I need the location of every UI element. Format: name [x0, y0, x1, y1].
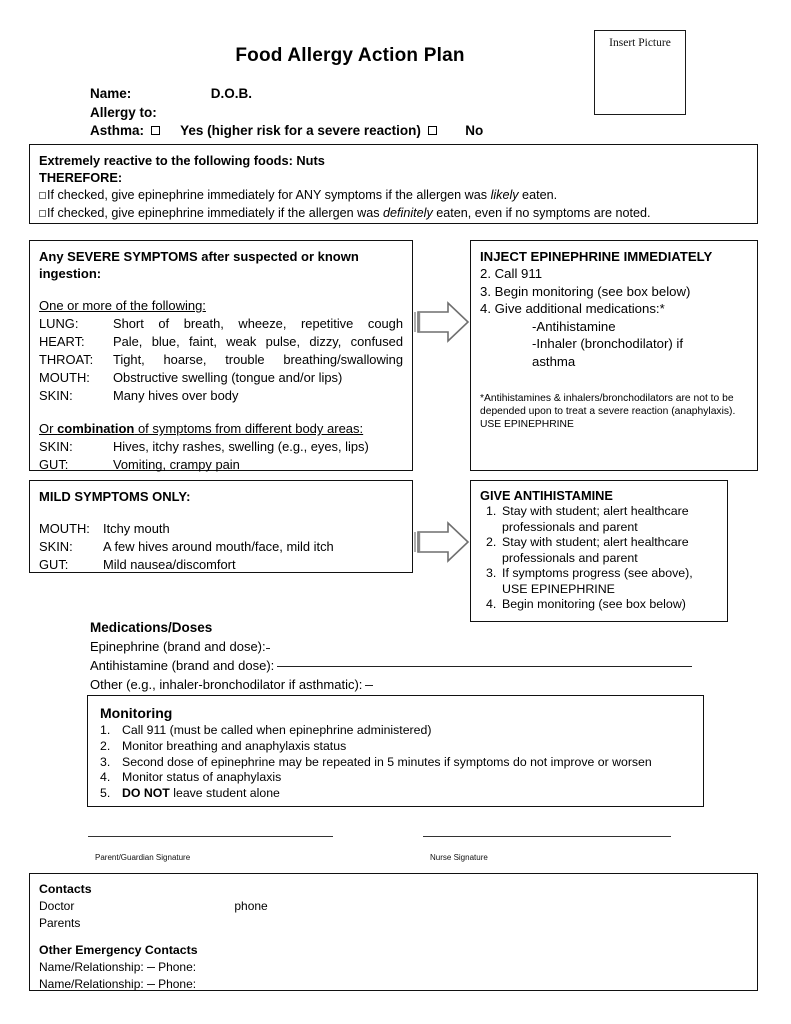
- emergency-contact-row-1: [39, 959, 748, 976]
- table-row: [39, 438, 403, 456]
- epinephrine-fill-rule[interactable]: [266, 648, 270, 649]
- emergency-name-label: Name/Relationship:: [39, 976, 144, 991]
- step-number: 2.: [486, 535, 497, 549]
- parent-signature-line[interactable]: [88, 836, 333, 837]
- symptom-text: Short of breath, wheeze, repetitive cough: [113, 316, 403, 331]
- mild-symptom-table: [39, 520, 403, 574]
- list-item: [97, 786, 694, 802]
- inject-epinephrine-title: INJECT EPINEPHRINE IMMEDIATELY: [480, 249, 713, 264]
- asthma-no-label: No: [465, 123, 484, 138]
- inject-epinephrine-box: [470, 240, 758, 471]
- step-number: 3.: [486, 566, 497, 580]
- table-row: [39, 538, 403, 556]
- extremely-reactive-box: [29, 144, 758, 224]
- severe-symptoms-box: [29, 240, 413, 471]
- arrow-severe-to-epinephrine: [412, 299, 474, 345]
- spacer: [39, 405, 403, 420]
- step-text: Call 911 (must be called when epinephrine administered): [122, 723, 432, 737]
- table-row: [39, 315, 403, 333]
- monitoring-step-rows: [97, 723, 694, 802]
- table-row: [39, 556, 403, 574]
- reactive-checkbox-line-2: [39, 204, 748, 222]
- inject-sub-item: -Inhaler (bronchodilator) if: [532, 336, 683, 351]
- reactive-checkbox-line-1: [39, 186, 748, 204]
- other-emergency-contacts-heading: Other Emergency Contacts: [39, 943, 198, 957]
- symptom-text: Tight, hoarse, trouble breathing/swallowing: [113, 352, 403, 367]
- combo-text: Vomiting, crampy pain: [113, 457, 240, 472]
- combo-text: Hives, itchy rashes, swelling (e.g., eyes, lips): [113, 439, 369, 454]
- step-number: 5.: [100, 786, 111, 801]
- emergency-phone-label: Phone:: [158, 960, 197, 974]
- combo-emphasis: combination: [57, 421, 135, 436]
- mild-text: Itchy mouth: [103, 521, 170, 536]
- symptom-text: Pale, blue, faint, weak pulse, dizzy, confused: [113, 334, 403, 349]
- spacer: [39, 282, 403, 297]
- nurse-signature-line[interactable]: [423, 836, 671, 837]
- step-number: 3.: [100, 754, 111, 769]
- doctor-label: Doctor: [39, 899, 75, 913]
- monitoring-box: [87, 695, 704, 807]
- contacts-box: [29, 873, 758, 991]
- monitoring-title: Monitoring: [100, 705, 173, 721]
- symptom-text: Obstructive swelling (tongue and/or lips): [113, 370, 343, 385]
- monitoring-step-table: [97, 723, 694, 802]
- allergy-row: [90, 104, 483, 123]
- name-dob-row: [90, 85, 483, 104]
- step-text: Monitor status of anaphylaxis: [122, 770, 282, 785]
- contacts-parents-row: [39, 915, 748, 932]
- mild-label: GUT:: [39, 557, 69, 572]
- asthma-yes-label: Yes (higher risk for a severe reaction): [180, 123, 421, 138]
- other-fill-rule[interactable]: [365, 685, 373, 686]
- right-arrow-icon: [412, 299, 474, 345]
- reactive-heading: Extremely reactive to the following foods: Nuts: [39, 153, 325, 168]
- medication-epinephrine-line: [90, 637, 730, 656]
- emergency-name-label: Name/Relationship:: [39, 960, 144, 974]
- antihistamine-fill-rule[interactable]: [277, 666, 692, 667]
- reactive-line-2-text-b: eaten, even if no symptoms are noted.: [432, 206, 651, 220]
- doctor-phone-label: phone: [234, 899, 268, 913]
- list-item: [480, 566, 718, 597]
- mild-symptoms-title: MILD SYMPTOMS ONLY:: [39, 489, 191, 504]
- step-number: 1.: [100, 723, 111, 737]
- severe-subheading-one-or-more: One or more of the following:: [39, 298, 206, 313]
- allergy-to-label: Allergy to:: [90, 104, 157, 120]
- spacer: [39, 931, 748, 942]
- inject-step: 2. Call 911: [480, 266, 543, 281]
- severe-symptom-rows: [39, 315, 403, 405]
- combo-text-a: Or: [39, 421, 58, 436]
- step-text-mixed: [122, 786, 694, 802]
- combo-text-c: of symptoms from different body areas:: [134, 421, 364, 436]
- step-text: leave student alone: [169, 786, 280, 801]
- give-antihistamine-box: [470, 480, 728, 622]
- list-item: [97, 723, 694, 739]
- medications-doses-section: [90, 618, 730, 694]
- asthma-yes-checkbox[interactable]: [151, 126, 160, 135]
- step-text: Second dose of epinephrine may be repeated in 5 minutes if symptoms do not improve or worsen: [122, 754, 652, 769]
- antihistamine-step-table: [480, 504, 718, 613]
- list-item: [97, 739, 694, 755]
- symptom-label: SKIN:: [39, 388, 73, 403]
- table-row: [39, 456, 403, 474]
- reactive-line-1-text-b: eaten.: [518, 188, 558, 202]
- inject-footnote: *Antihistamines & inhalers/bronchodilators are not to be depended upon to treat a severe reaction (anaphylaxis). USE EPINEPHRINE: [480, 393, 736, 430]
- asthma-no-checkbox[interactable]: [428, 126, 437, 135]
- therefore-label: THEREFORE:: [39, 170, 123, 185]
- insert-picture-label: Insert Picture: [609, 37, 671, 49]
- step-bold-prefix: DO NOT: [122, 786, 170, 801]
- severe-subheading-combination: [39, 420, 403, 438]
- step-text: Stay with student; alert healthcare professionals and parent: [502, 535, 689, 565]
- emergency-name-fill[interactable]: [147, 984, 155, 985]
- contacts-heading: Contacts: [39, 882, 92, 896]
- other-medication-label: Other (e.g., inhaler-bronchodilator if asthmatic):: [90, 677, 363, 692]
- mild-label: MOUTH:: [39, 521, 90, 536]
- name-label: Name:: [90, 86, 132, 101]
- antihistamine-label: Antihistamine (brand and dose):: [90, 658, 275, 673]
- reactive-line-1-text-a: If checked, give epinephrine immediately for ANY symptoms if the allergen was: [47, 188, 491, 202]
- epinephrine-label: Epinephrine (brand and dose): [90, 639, 263, 654]
- mild-text: Mild nausea/discomfort: [103, 557, 236, 572]
- reactive-checkbox-1[interactable]: [39, 192, 46, 199]
- spacer: [39, 505, 403, 520]
- list-item: [480, 504, 718, 535]
- page-title: Food Allergy Action Plan: [235, 45, 465, 66]
- arrow-mild-to-antihistamine: [412, 519, 474, 565]
- step-number: 4.: [100, 770, 111, 785]
- step-text: Stay with student; alert healthcare professionals and parent: [502, 504, 689, 534]
- step-text: If symptoms progress (see above), USE EPINEPHRINE: [502, 566, 693, 596]
- symptom-label: MOUTH:: [39, 370, 90, 385]
- inject-step: 3. Begin monitoring (see box below): [480, 283, 691, 299]
- right-arrow-icon: [412, 519, 474, 565]
- table-row: [39, 387, 403, 405]
- dob-label: D.O.B.: [210, 86, 253, 101]
- reactive-checkbox-2[interactable]: [39, 210, 46, 217]
- list-item: [480, 597, 718, 613]
- reactive-line-2-text-a: If checked, give epinephrine immediately if the allergen was: [47, 206, 384, 220]
- mild-text: A few hives around mouth/face, mild itch: [103, 539, 334, 554]
- give-antihistamine-title: GIVE ANTIHISTAMINE: [480, 488, 613, 503]
- asthma-label: Asthma:: [90, 123, 145, 138]
- symptom-label: LUNG:: [39, 316, 79, 331]
- mild-symptoms-box: [29, 480, 413, 573]
- antihistamine-step-rows: [480, 504, 718, 613]
- asthma-row: [90, 122, 483, 141]
- symptom-label: HEART:: [39, 334, 85, 349]
- inject-step: 4. Give additional medications:*: [480, 301, 665, 316]
- step-number: 2.: [100, 738, 111, 753]
- medications-heading: Medications/Doses: [90, 620, 213, 635]
- medication-other-line: [90, 675, 730, 694]
- nurse-signature-caption: Nurse Signature: [430, 853, 488, 862]
- list-item: [97, 755, 694, 771]
- medication-antihistamine-line: [90, 656, 730, 675]
- emergency-name-fill[interactable]: [147, 967, 155, 968]
- patient-identity-block: [90, 85, 483, 141]
- combo-label: GUT:: [39, 457, 69, 472]
- step-text: Monitor breathing and anaphylaxis status: [122, 738, 347, 753]
- inject-sub-item: asthma: [532, 353, 576, 369]
- symptom-label: THROAT:: [39, 352, 94, 367]
- reactive-line-1-emphasis: likely: [490, 188, 519, 202]
- parents-label: Parents: [39, 915, 81, 930]
- reactive-line-2-emphasis: definitely: [383, 206, 433, 220]
- severe-symptoms-title: Any SEVERE SYMPTOMS after suspected or known ingestion:: [39, 249, 359, 281]
- step-number: 4.: [486, 597, 497, 611]
- table-row: [39, 520, 403, 538]
- list-item: [97, 770, 694, 786]
- emergency-contact-row-2: [39, 976, 748, 993]
- severe-symptom-table: [39, 315, 403, 405]
- table-row: [39, 369, 403, 387]
- table-row: [39, 351, 403, 369]
- step-number: 1.: [486, 504, 497, 518]
- mild-label: SKIN:: [39, 539, 73, 554]
- combo-label: SKIN:: [39, 439, 73, 454]
- parent-signature-caption: Parent/Guardian Signature: [95, 853, 191, 862]
- step-text: Begin monitoring (see box below): [502, 597, 686, 611]
- symptom-text: Many hives over body: [113, 388, 239, 403]
- severe-combination-rows: [39, 438, 403, 474]
- severe-combination-table: [39, 438, 403, 474]
- table-row: [39, 333, 403, 351]
- insert-picture-box[interactable]: [594, 30, 686, 115]
- emergency-phone-label: Phone:: [158, 976, 197, 991]
- list-item: [480, 535, 718, 566]
- epinephrine-colon: :: [262, 639, 266, 654]
- inject-sub-item: -Antihistamine: [532, 318, 616, 334]
- contacts-doctor-row: [39, 898, 748, 915]
- mild-symptom-rows: [39, 520, 403, 574]
